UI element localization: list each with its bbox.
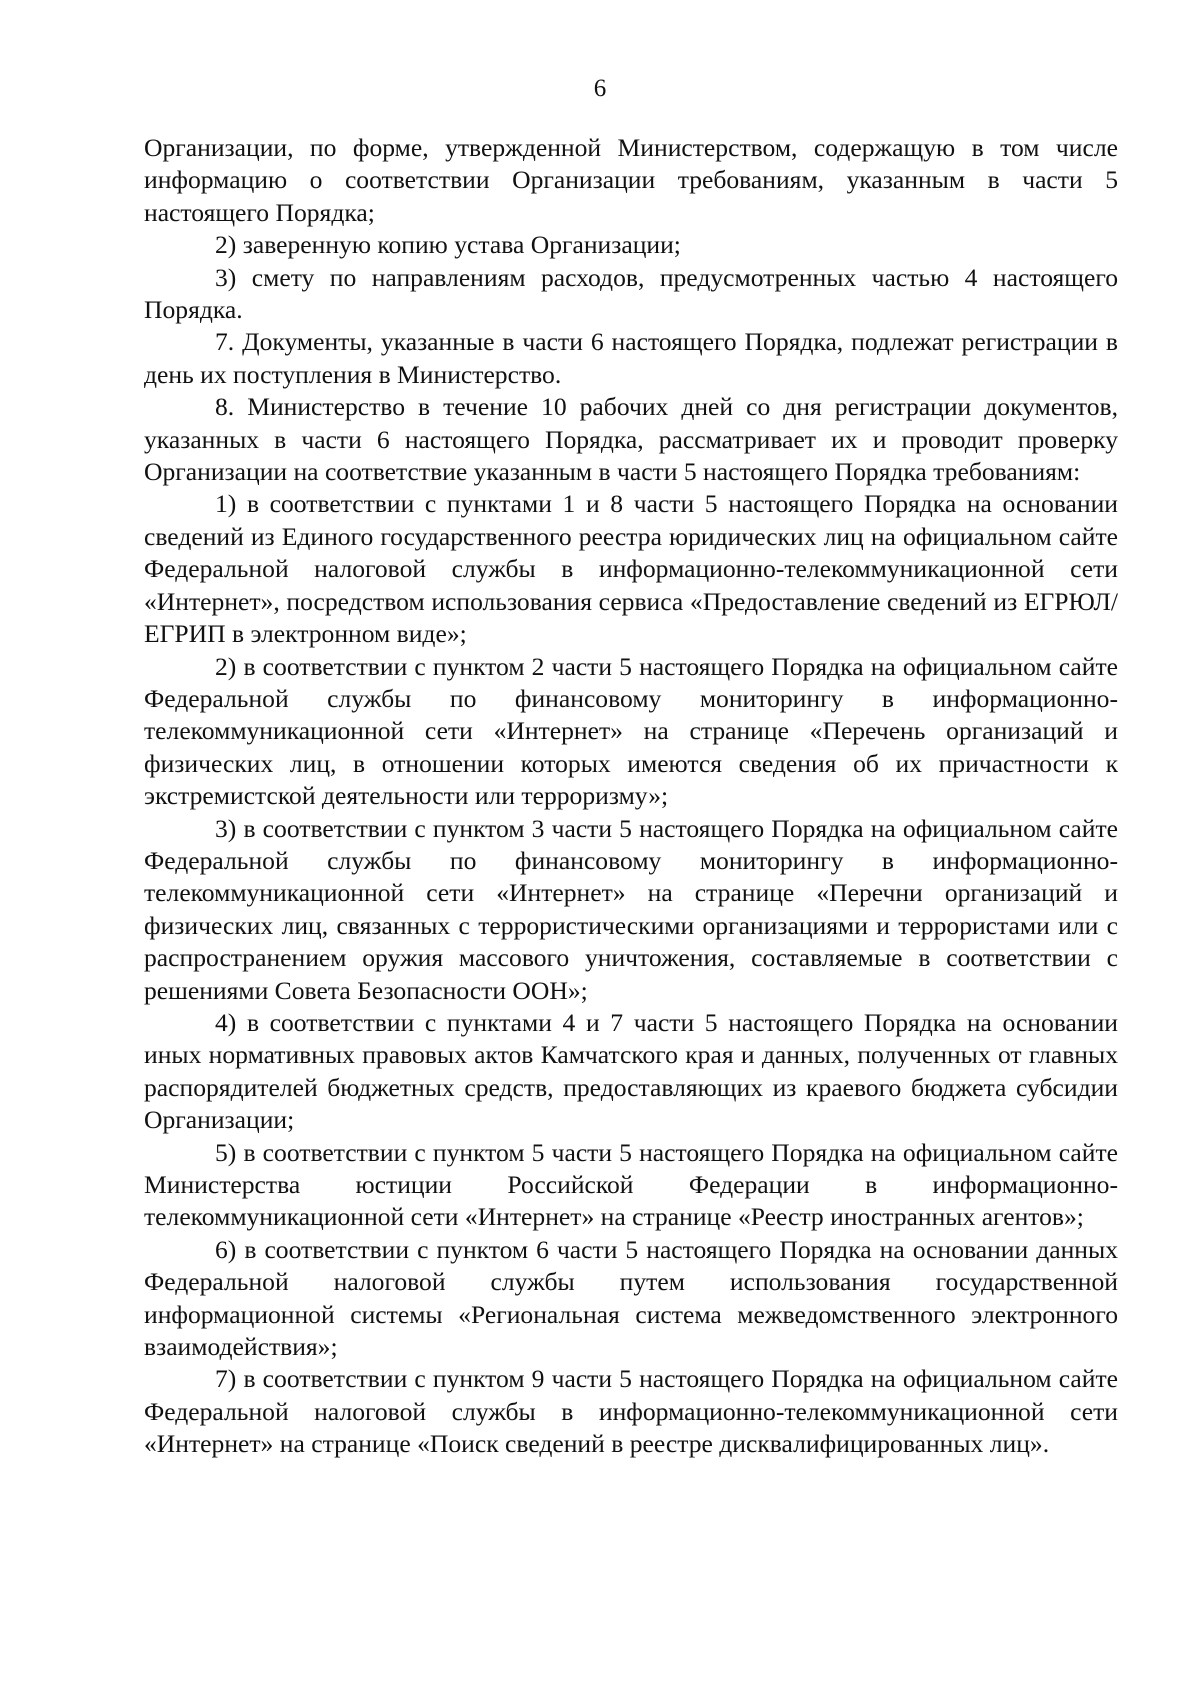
paragraph: 3) в соответствии с пунктом 3 части 5 настоящего Порядка на официальном сайте Федеральной службы по финансовому мониторингу в информационно-телекоммуникационной сети «Интернет» на странице «Перечни организаций и физических лиц, связанных с террористическими организациями и террористами или с распространением оружия массового уничтожения, составляемые в соответствии с решениями Совета Безопасности ООН»;: [144, 813, 1118, 1005]
document-body: [144, 132, 1118, 1461]
paragraph: 1) в соответствии с пунктами 1 и 8 части 5 настоящего Порядка на основании сведений из Единого государственного реестра юридических лиц на официальном сайте Федеральной налоговой службы в информационно-телекоммуникационной сети «Интернет», посредством использования сервиса «Предоставление сведений из ЕГРЮЛ/ЕГРИП в электронном виде»;: [144, 489, 1118, 649]
paragraph: 2) в соответствии с пунктом 2 части 5 настоящего Порядка на официальном сайте Федеральной службы по финансовому мониторингу в информационно-телекоммуникационной сети «Интернет» на странице «Перечень организаций и физических лиц, в отношении которых имеются сведения об их причастности к экстремистской деятельности или терроризму»;: [144, 651, 1118, 811]
paragraph: 5) в соответствии с пунктом 5 части 5 настоящего Порядка на официальном сайте Министерства юстиции Российской Федерации в информационно-телекоммуникационной сети «Интернет» на странице «Реестр иностранных агентов»;: [144, 1137, 1118, 1232]
paragraph: 8. Министерство в течение 10 рабочих дней со дня регистрации документов, указанных в части 6 настоящего Порядка, рассматривает их и проводит проверку Организации на соответствие указанным в части 5 настоящего Порядка требованиям:: [144, 392, 1118, 487]
paragraph: 6) в соответствии с пунктом 6 части 5 настоящего Порядка на основании данных Федеральной налоговой службы путем использования государственной информационной системы «Региональная система межведомственного электронного взаимодействия»;: [144, 1234, 1118, 1362]
paragraph: Организации, по форме, утвержденной Министерством, содержащую в том числе информацию о соответствии Организации требованиям, указанным в части 5 настоящего Порядка;: [144, 133, 1118, 227]
page-number: 6: [593, 75, 607, 102]
paragraph: 3) смету по направлениям расходов, предусмотренных частью 4 настоящего Порядка.: [144, 262, 1118, 325]
paragraph: 7) в соответствии с пунктом 9 части 5 настоящего Порядка на официальном сайте Федеральной налоговой службы в информационно-телекоммуникационной сети «Интернет» на странице «Поиск сведений в реестре дисквалифицированных лиц».: [144, 1364, 1118, 1459]
paragraph: 7. Документы, указанные в части 6 настоящего Порядка, подлежат регистрации в день их поступления в Министерство.: [144, 327, 1118, 389]
paragraph: 4) в соответствии с пунктами 4 и 7 части 5 настоящего Порядка на основании иных нормативных правовых актов Камчатского края и данных, полученных от главных распорядителей бюджетных средств, предоставляющих из краевого бюджета субсидии Организации;: [144, 1007, 1118, 1135]
paragraph: 2) заверенную копию устава Организации;: [215, 230, 681, 260]
